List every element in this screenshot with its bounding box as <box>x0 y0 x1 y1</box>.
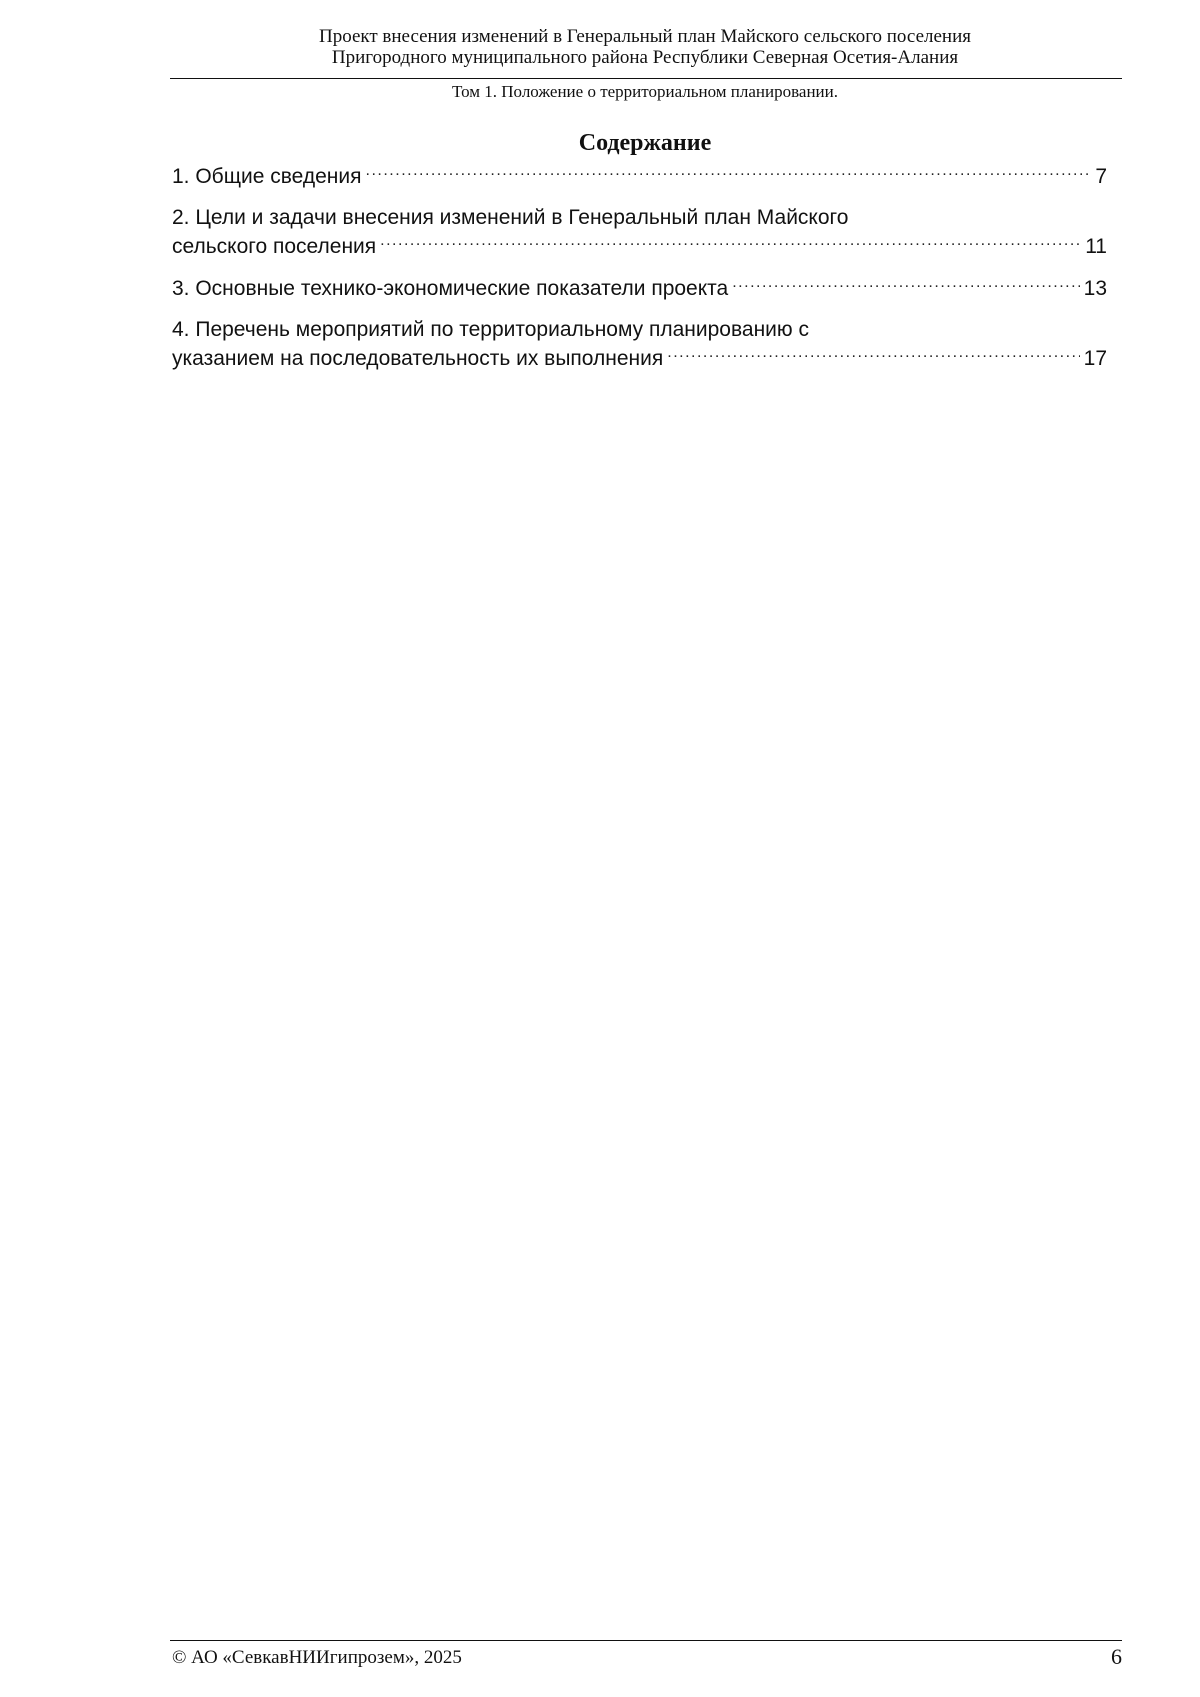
page-number: 6 <box>1111 1644 1122 1669</box>
toc-entry-2-line-2 <box>172 232 1107 261</box>
toc-entry-3-text[interactable]: 3. Основные технико-экономические показатели проекта <box>172 277 729 300</box>
toc-entry-4[interactable] <box>172 316 1107 373</box>
toc-entry-2-text-2[interactable]: сельского поселения <box>172 235 377 258</box>
toc-entry-2-text-1[interactable]: 2. Цели и задачи внесения изменений в Генеральный план Майского <box>172 206 849 229</box>
toc-entry-2-page[interactable]: 11 <box>1085 235 1107 258</box>
toc-entry-1-line <box>172 162 1107 191</box>
footer-divider <box>170 1640 1122 1641</box>
toc-entry-4-text-1[interactable]: 4. Перечень мероприятий по территориальному планированию с <box>172 318 809 341</box>
toc-dot-leader <box>732 274 1079 295</box>
toc-entry-4-line-1 <box>172 316 1107 344</box>
toc-dot-leader <box>380 232 1081 253</box>
toc-entry-1[interactable] <box>172 162 1107 191</box>
header-volume: Том 1. Положение о территориальном планировании. <box>451 82 838 101</box>
toc-entry-3-page[interactable]: 13 <box>1083 277 1107 300</box>
toc-entry-3[interactable] <box>172 274 1107 303</box>
footer-copyright: © АО «СевкавНИИгипрозем», 2025 <box>172 1647 462 1668</box>
header-title-line-2: Пригородного муниципального района Республики Северная Осетия-Алания <box>331 47 959 68</box>
toc-entry-3-line <box>172 274 1107 303</box>
toc-dot-leader <box>667 344 1079 365</box>
table-of-contents <box>172 162 1107 386</box>
toc-dot-leader <box>366 162 1092 183</box>
toc-title: Содержание <box>578 130 712 156</box>
toc-entry-4-page[interactable]: 17 <box>1083 347 1107 370</box>
page-header <box>170 26 1120 68</box>
toc-entry-4-text-2[interactable]: указанием на последовательность их выполнения <box>172 347 664 370</box>
toc-entry-1-page[interactable]: 7 <box>1095 165 1107 188</box>
toc-entry-2-line-1 <box>172 204 1107 232</box>
header-title-line-1: Проект внесения изменений в Генеральный план Майского сельского поселения <box>318 26 971 47</box>
toc-entry-4-line-2 <box>172 344 1107 373</box>
header-divider <box>170 78 1122 79</box>
toc-entry-2[interactable] <box>172 204 1107 261</box>
toc-entry-1-text[interactable]: 1. Общие сведения <box>172 165 362 188</box>
